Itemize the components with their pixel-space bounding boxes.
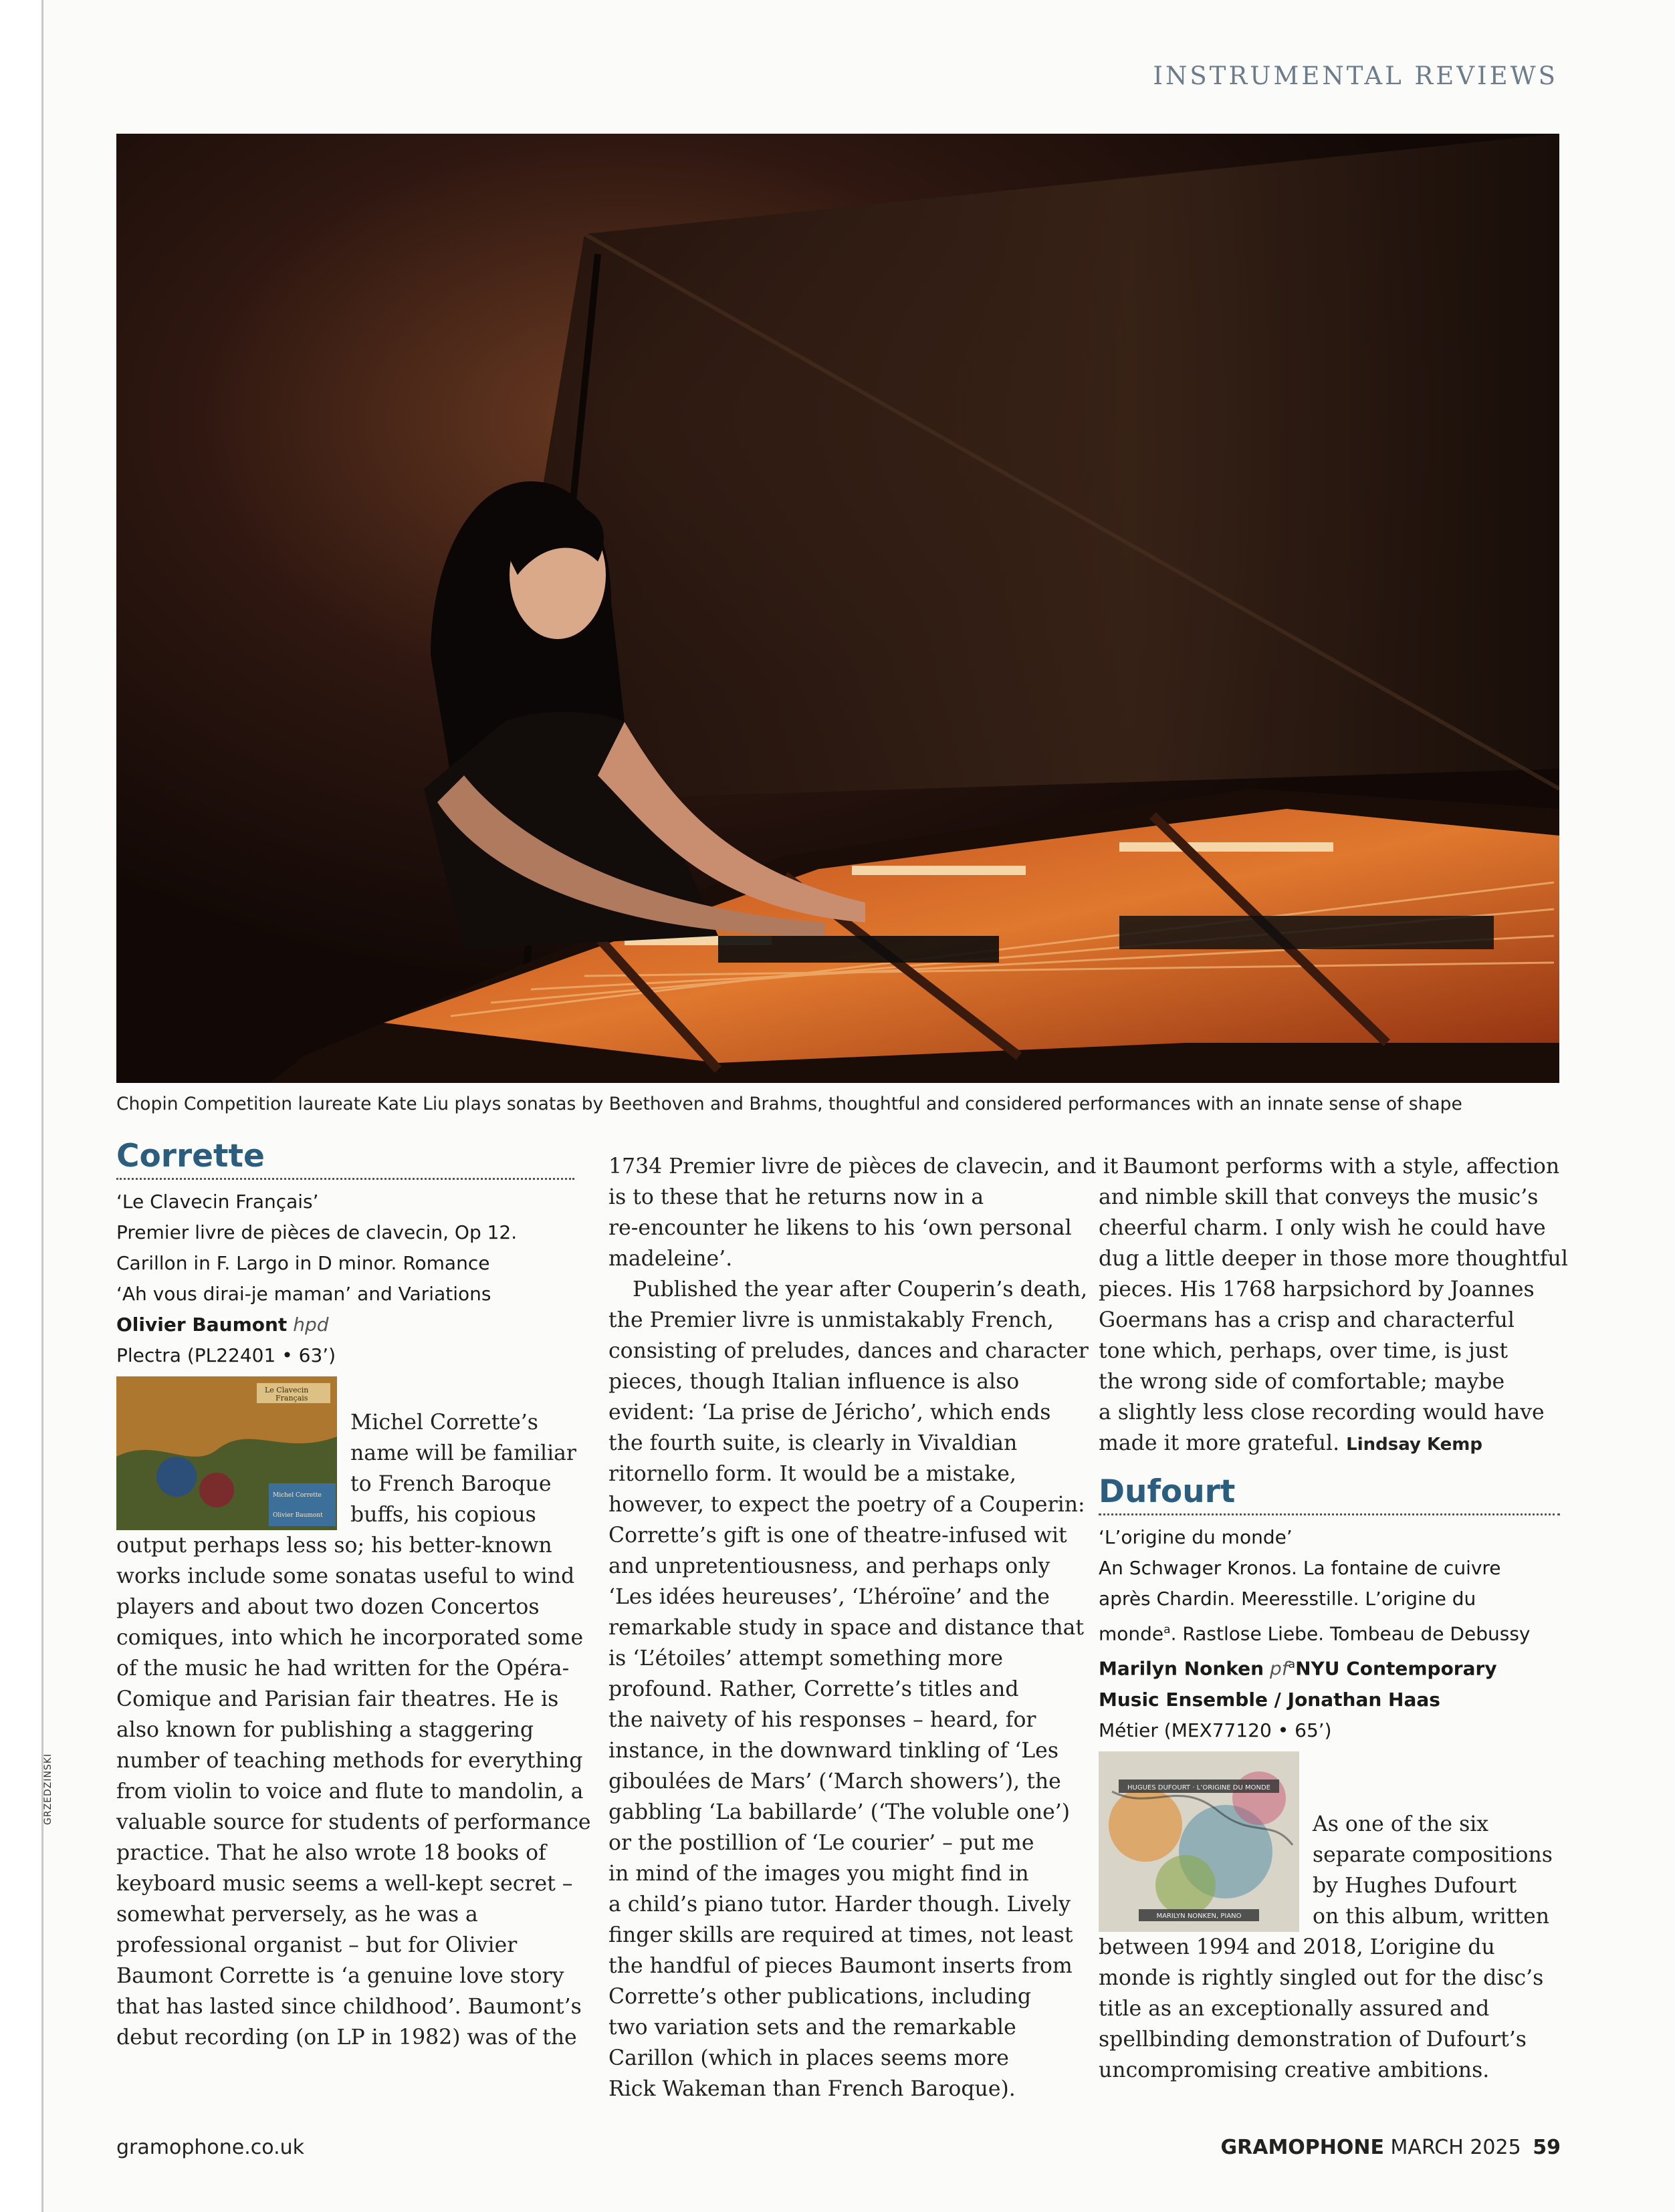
footnote-mark: a xyxy=(1288,1658,1296,1672)
review-composer-heading: Dufourt xyxy=(1099,1472,1560,1515)
text-line: title as an exceptionally assured and xyxy=(1099,1996,1490,2021)
ensemble-name: NYU Contemporary xyxy=(1295,1657,1497,1680)
text-line: pieces, though Italian influence is also xyxy=(608,1370,1020,1394)
text-fragment: . Rastlose Liebe. Tombeau de Debussy xyxy=(1170,1622,1531,1645)
text-line: and unpretentiousness, and perhaps only xyxy=(608,1554,1050,1578)
reviewer-name: Lindsay Kemp xyxy=(1346,1435,1482,1455)
text-line: the wrong side of comfortable; maybe xyxy=(1099,1370,1505,1394)
ensemble-name: Music Ensemble / Jonathan Haas xyxy=(1099,1688,1440,1711)
text-line: the fourth suite, is clearly in Vivaldian xyxy=(608,1431,1018,1455)
performer-name: Olivier Baumont xyxy=(116,1314,288,1336)
issue-date: MARCH 2025 xyxy=(1390,2136,1521,2159)
instrument-abbrev: hpd xyxy=(293,1314,329,1336)
text-line: on this album, written xyxy=(1313,1904,1550,1929)
text-line: the naivety of his responses – heard, for xyxy=(608,1708,1036,1732)
text-line: practice. That he also wrote 18 books of xyxy=(116,1841,546,1865)
text-line: debut recording (on LP in 1982) was of the xyxy=(116,2025,577,2050)
text-line: separate compositions xyxy=(1313,1842,1553,1867)
program-line: ‘Ah vous dirai-je maman’ and Variations xyxy=(116,1283,491,1305)
cover-text: Michel Corrette xyxy=(273,1492,322,1499)
text-line: output perhaps less so; his better-known xyxy=(116,1533,552,1558)
text-line: and nimble skill that conveys the music’s xyxy=(1099,1185,1539,1209)
program-line: après Chardin. Meeresstille. L’origine du xyxy=(1099,1588,1476,1610)
cover-text: Olivier Baumont xyxy=(273,1512,323,1519)
performer-name: Marilyn Nonken xyxy=(1099,1657,1264,1680)
text-line: a child’s piano tutor. Harder though. Lively xyxy=(608,1892,1071,1917)
text-line: buffs, his copious xyxy=(350,1503,536,1527)
pianist-at-piano-illustration xyxy=(116,134,1559,1083)
program-line xyxy=(1099,1614,1560,1649)
text-line: in mind of the images you might find in xyxy=(608,1862,1029,1886)
page-number: 59 xyxy=(1533,2136,1561,2159)
text-line: tone which, perhaps, over time, is just xyxy=(1099,1339,1509,1363)
text-line: Rick Wakeman than French Baroque). xyxy=(608,2077,1016,2101)
text-line: or the postillion of ‘Le courier’ – put me xyxy=(608,1831,1034,1855)
text-line: Baumont performs with a style, affection xyxy=(1123,1154,1560,1179)
text-line: valuable source for students of performance xyxy=(116,1810,591,1834)
text-line: gabbling ‘La babillarde’ (‘The voluble one’) xyxy=(608,1800,1071,1824)
text-line: remarkable study in space and distance that xyxy=(608,1616,1085,1640)
ensemble-line xyxy=(1099,1685,1560,1715)
label-catalogue: Métier (MEX77120 • 65’) xyxy=(1099,1719,1332,1741)
text-fragment: monde xyxy=(1099,1622,1164,1645)
text-line: Baumont Corrette is ‘a genuine love story xyxy=(116,1964,564,1988)
cover-text: MARILYN NONKEN, PIANO xyxy=(1156,1912,1242,1920)
text-line: cheerful charm. I only wish he could have xyxy=(1099,1216,1546,1240)
text-line: Carillon (which in places seems more xyxy=(608,2046,1009,2070)
text-line: 1734 Premier livre de pièces de clavecin, and it xyxy=(608,1154,1119,1179)
cover-and-intro xyxy=(116,1376,574,1530)
text-line-with-reviewer xyxy=(1099,1428,1560,1460)
text-line: pieces. His 1768 harpsichord by Joannes xyxy=(1099,1277,1535,1302)
torn-page-edge xyxy=(0,0,43,2212)
text-line: name will be familiar xyxy=(350,1441,576,1465)
performer-line xyxy=(116,1310,574,1340)
text-line: from violin to voice and flute to mandolin, a xyxy=(116,1779,584,1804)
photo-credit: GRZEDZINSKI xyxy=(43,1753,53,1825)
intro-wrap-text xyxy=(350,1407,576,1530)
cover-text: Le Clavecin xyxy=(265,1386,309,1394)
text-line: somewhat perversely, as he was a xyxy=(116,1902,478,1927)
text-line: As one of the six xyxy=(1313,1812,1489,1836)
text-line: is ‘L’étoiles’ attempt something more xyxy=(608,1646,1003,1671)
text-line: between 1994 and 2018, L’origine du xyxy=(1099,1935,1495,1959)
text-line: Comique and Parisian fair theatres. He is xyxy=(116,1687,559,1711)
album-cover-dufourt xyxy=(1099,1751,1299,1932)
review-body-col2 xyxy=(608,1136,1119,2104)
text-line: consisting of preludes, dances and character xyxy=(608,1339,1089,1363)
album-title: ‘Le Clavecin Français’ xyxy=(116,1191,319,1213)
album-title: ‘L’origine du monde’ xyxy=(1099,1526,1293,1548)
text-fragment: made it more grateful. xyxy=(1099,1431,1340,1455)
program-line: Carillon in F. Largo in D minor. Romance xyxy=(116,1252,490,1274)
section-header: INSTRUMENTAL REVIEWS xyxy=(1153,62,1558,90)
program-line: Premier livre de pièces de clavecin, Op 12. xyxy=(116,1221,518,1243)
text-line: of the music he had written for the Opéra- xyxy=(116,1656,570,1681)
label-catalogue: Plectra (PL22401 • 63’) xyxy=(116,1344,336,1366)
text-line: that has lasted since childhood’. Baumont’s xyxy=(116,1995,582,2019)
text-line: instance, in the downward tinkling of ‘Les xyxy=(608,1739,1058,1763)
text-line: evident: ‘La prise de Jéricho’, which ends xyxy=(608,1400,1051,1425)
text-line: Michel Corrette’s xyxy=(350,1410,538,1435)
text-line: dug a little deeper in those more thoughtful xyxy=(1099,1247,1568,1271)
cover-text: Français xyxy=(275,1394,308,1402)
text-line: spellbinding demonstration of Dufourt’s xyxy=(1099,2027,1527,2052)
program-line: An Schwager Kronos. La fontaine de cuivre xyxy=(1099,1557,1501,1579)
text-line: by Hughes Dufourt xyxy=(1313,1873,1517,1898)
review-column-3 xyxy=(1099,1136,1568,2086)
text-line: players and about two dozen Concertos xyxy=(116,1595,540,1619)
performer-line xyxy=(1099,1649,1560,1684)
text-line: the Premier livre is unmistakably French, xyxy=(608,1308,1054,1332)
text-line: a slightly less close recording would have xyxy=(1099,1400,1545,1425)
text-line: finger skills are required at times, not least xyxy=(608,1923,1073,1947)
cover-and-intro xyxy=(1099,1751,1560,1932)
text-line: Corrette’s other publications, including xyxy=(608,1985,1032,2009)
text-line: ‘Les idées heureuses’, ‘L’héroïne’ and the xyxy=(608,1585,1050,1609)
text-line: re-encounter he likens to his ‘own personal xyxy=(608,1216,1072,1240)
text-line: Published the year after Couperin’s death, xyxy=(633,1277,1088,1302)
text-line: professional organist – but for Olivier xyxy=(116,1933,518,1957)
instrument-abbrev: pf xyxy=(1270,1657,1289,1680)
text-line: comiques, into which he incorporated some xyxy=(116,1626,584,1650)
text-line: works include some sonatas useful to wind xyxy=(116,1564,575,1588)
review-corrette-column-2 xyxy=(608,1136,1119,2104)
text-line: keyboard music seems a well-kept secret – xyxy=(116,1872,573,1896)
text-line: madeleine’. xyxy=(608,1247,733,1271)
text-line: the handful of pieces Baumont inserts from xyxy=(608,1954,1073,1978)
text-line: monde is rightly singled out for the disc’s xyxy=(1099,1965,1544,1990)
photo-caption: Chopin Competition laureate Kate Liu plays sonatas by Beethoven and Brahms, thoughtful and considered performances with an innate sense of shape xyxy=(116,1094,1462,1114)
review-body-dufourt xyxy=(1099,1932,1560,2086)
cover-text: HUGUES DUFOURT · L’ORIGINE DU MONDE xyxy=(1127,1784,1270,1792)
text-line: Goermans has a crisp and characterful xyxy=(1099,1308,1515,1332)
text-line: to French Baroque xyxy=(350,1472,552,1496)
review-body-col1 xyxy=(116,1530,591,2053)
text-line: Corrette’s gift is one of theatre-infused wit xyxy=(608,1523,1067,1548)
footnote-mark: a xyxy=(1163,1623,1171,1636)
text-line: is to these that he returns now in a xyxy=(608,1185,984,1209)
review-corrette-column-1 xyxy=(116,1136,591,2053)
review-body-col3 xyxy=(1099,1136,1568,1460)
text-line: profound. Rather, Corrette’s titles and xyxy=(608,1677,1019,1701)
text-line: uncompromising creative ambitions. xyxy=(1099,2058,1490,2082)
footer-site: gramophone.co.uk xyxy=(116,2136,305,2159)
text-line: ritornello form. It would be a mistake, xyxy=(608,1462,1016,1486)
text-line: two variation sets and the remarkable xyxy=(608,2015,1016,2040)
text-line: number of teaching methods for everything xyxy=(116,1749,583,1773)
hero-photo xyxy=(116,134,1559,1083)
text-line: however, to expect the poetry of a Couperin: xyxy=(608,1493,1085,1517)
footer-issue xyxy=(1204,2136,1561,2159)
text-line: giboulées de Mars’ (‘March showers’), the xyxy=(608,1769,1061,1794)
album-cover-corrette xyxy=(116,1376,337,1530)
text-line: also known for publishing a staggering xyxy=(116,1718,534,1742)
intro-wrap-text xyxy=(1313,1809,1553,1932)
magazine-name: GRAMOPHONE xyxy=(1220,2136,1384,2159)
review-composer-heading: Corrette xyxy=(116,1136,574,1180)
